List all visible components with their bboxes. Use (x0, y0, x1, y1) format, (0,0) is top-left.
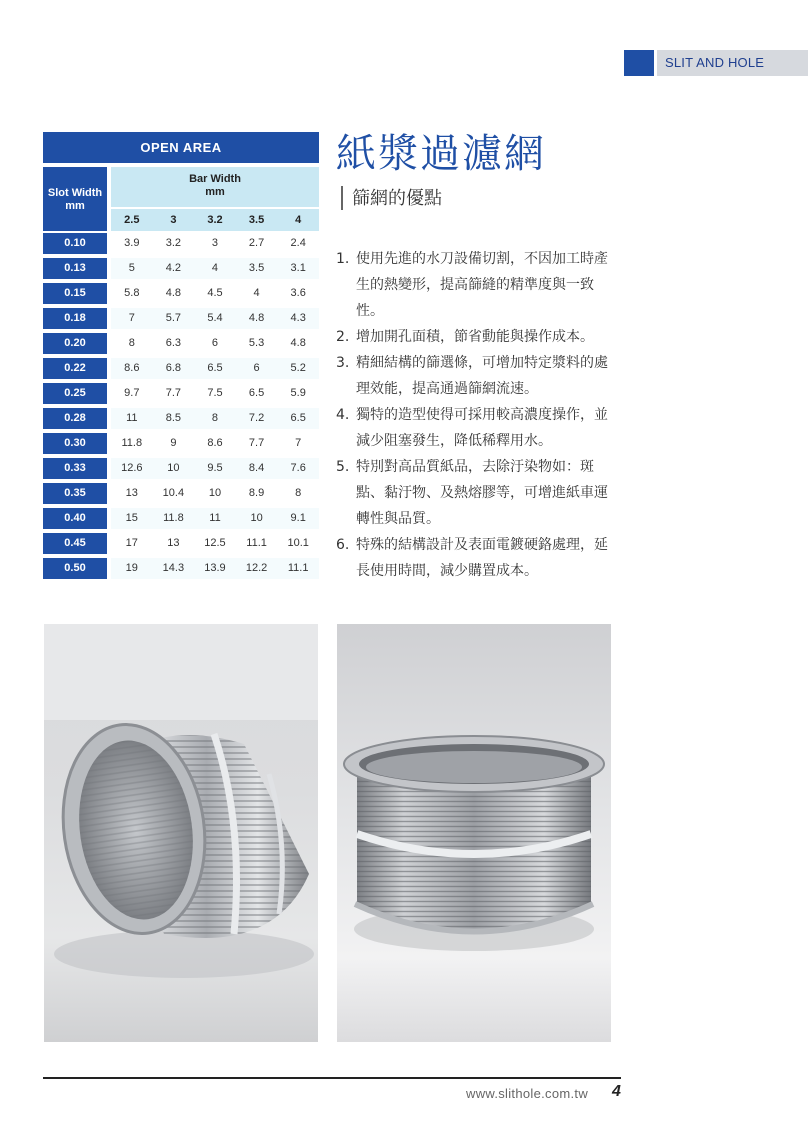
screen-basket-illustration (337, 624, 611, 1042)
list-item-text: 使用先進的水刀設備切割，不因加工時產生的熱變形，提高篩縫的精準度與一致性。 (356, 251, 608, 319)
open-area-cell: 6.3 (165, 337, 182, 349)
open-area-values (111, 233, 319, 254)
open-area-cell: 6.5 (207, 362, 223, 374)
open-area-cell: 5.3 (248, 337, 265, 349)
table-row (43, 331, 319, 356)
open-area-cell: 9.7 (124, 387, 140, 399)
slot-width-cell: 0.40 (43, 508, 107, 529)
open-area-cell: 6.8 (165, 362, 182, 374)
open-area-cell: 8.6 (124, 362, 140, 374)
advantages-list (336, 246, 621, 584)
slot-width-cell: 0.30 (43, 433, 107, 454)
open-area-cell: 10 (167, 462, 180, 474)
slot-width-cell: 0.22 (43, 358, 107, 379)
open-area-cell: 4.5 (207, 287, 223, 299)
subtitle-divider (341, 186, 343, 210)
header-accent-block (624, 50, 654, 76)
open-area-cell: 11.1 (287, 562, 309, 574)
page-title: 紙漿過濾網 (336, 131, 546, 177)
list-item-number: 3. (336, 355, 350, 371)
open-area-cell: 4.8 (290, 337, 306, 349)
bar-width-label: Bar Width mm (189, 173, 241, 198)
open-area-cell: 9.5 (207, 462, 223, 474)
table-row (43, 306, 319, 331)
slot-width-header (43, 167, 107, 231)
slot-width-cell: 0.18 (43, 308, 107, 329)
open-area-cell: 12.5 (204, 537, 226, 549)
table-row (43, 506, 319, 531)
open-area-cell: 5 (128, 262, 135, 274)
table-row (43, 456, 319, 481)
list-item-text: 增加開孔面積，節省動能與操作成本。 (356, 329, 594, 345)
open-area-cell: 4.3 (290, 312, 306, 324)
list-item-number: 5. (336, 459, 350, 475)
page-number: 4 (612, 1083, 621, 1100)
open-area-cell: 4.8 (248, 312, 265, 324)
list-item (336, 532, 621, 584)
screen-basket-illustration (44, 624, 318, 1042)
table-row (43, 556, 319, 581)
table-header (43, 167, 319, 231)
open-area-cell: 8 (295, 487, 302, 499)
open-area-values (111, 258, 319, 279)
open-area-cell: 8 (128, 337, 135, 349)
open-area-cell: 19 (125, 562, 138, 574)
open-area-values (111, 483, 319, 504)
bar-width-value: 4 (295, 214, 302, 226)
open-area-cell: 14.3 (162, 562, 185, 574)
open-area-cell: 11.1 (246, 537, 267, 549)
open-area-values (111, 333, 319, 354)
open-area-cell: 17 (125, 537, 138, 549)
footer-url: www.slithole.com.tw (466, 1086, 589, 1101)
open-area-cell: 7.6 (290, 462, 306, 474)
list-item (336, 246, 621, 324)
open-area-values (111, 558, 319, 579)
slot-width-cell: 0.50 (43, 558, 107, 579)
footer-rule (43, 1077, 621, 1079)
open-area-values (111, 408, 319, 429)
open-area-cell: 10.1 (287, 537, 309, 549)
open-area-cell: 9.1 (290, 512, 306, 524)
open-area-values (111, 358, 319, 379)
list-item-number: 1. (336, 251, 350, 267)
open-area-values (111, 458, 319, 479)
slot-width-cell: 0.10 (43, 233, 107, 254)
open-area-values (111, 383, 319, 404)
open-area-cell: 7.5 (207, 387, 223, 399)
open-area-cell: 10.4 (162, 487, 185, 499)
list-item-number: 4. (336, 407, 350, 423)
open-area-cell: 11 (126, 412, 138, 424)
open-area-cell: 5.8 (124, 287, 140, 299)
open-area-cell: 4.8 (165, 287, 182, 299)
open-area-cell: 2.4 (290, 237, 306, 249)
open-area-cell: 8.6 (207, 437, 223, 449)
open-area-cell: 5.4 (207, 312, 223, 324)
open-area-cell: 3 (211, 237, 219, 249)
open-area-values (111, 433, 319, 454)
open-area-cell: 6.5 (248, 387, 265, 399)
slot-width-cell: 0.45 (43, 533, 107, 554)
slot-width-cell: 0.25 (43, 383, 107, 404)
list-item-text: 獨特的造型使得可採用較高濃度操作，並減少阻塞發生，降低稀釋用水。 (356, 407, 608, 449)
bar-width-header (111, 167, 319, 207)
list-item (336, 350, 621, 402)
open-area-cell: 7.7 (165, 387, 182, 399)
table-row (43, 231, 319, 256)
open-area-cell: 4 (253, 287, 260, 299)
page-subtitle: 篩網的優點 (352, 188, 442, 209)
table-row (43, 481, 319, 506)
open-area-cell: 13 (125, 487, 138, 499)
open-area-cell: 7 (295, 437, 302, 449)
open-area-cell: 3.1 (290, 262, 306, 274)
open-area-table (43, 132, 319, 581)
open-area-cell: 12.2 (245, 562, 268, 574)
bar-width-values (111, 209, 319, 231)
open-area-cell: 8.4 (248, 462, 265, 474)
open-area-cell: 13.9 (204, 562, 226, 574)
table-row (43, 531, 319, 556)
table-row (43, 356, 319, 381)
open-area-values (111, 508, 319, 529)
list-item-number: 6. (336, 537, 350, 553)
list-item-text: 特別對高品質紙品，去除汙染物如：斑點、黏汙物、及熱熔膠等，可增進紙車運轉性與品質。 (356, 459, 608, 527)
list-item-text: 精細結構的篩選條，可增加特定漿料的處理效能，提高通過篩網流速。 (356, 355, 608, 397)
open-area-cell: 8.5 (165, 412, 182, 424)
slot-width-cell: 0.33 (43, 458, 107, 479)
open-area-cell: 11 (209, 512, 221, 524)
section-tag: SLIT AND HOLE (657, 50, 808, 76)
open-area-cell: 3.9 (124, 237, 140, 249)
table-title: OPEN AREA (43, 132, 319, 163)
open-area-cell: 8 (211, 412, 219, 424)
bar-width-value: 3.2 (207, 214, 223, 226)
open-area-cell: 11.8 (163, 512, 184, 524)
open-area-cell: 10 (208, 487, 222, 499)
bar-width-value: 3 (170, 214, 177, 226)
open-area-values (111, 308, 319, 329)
open-area-cell: 5.7 (165, 312, 182, 324)
slot-width-cell: 0.15 (43, 283, 107, 304)
table-row (43, 381, 319, 406)
open-area-cell: 12.6 (121, 462, 143, 474)
open-area-cell: 5.9 (290, 387, 306, 399)
open-area-cell: 6.5 (290, 412, 306, 424)
slot-width-cell: 0.35 (43, 483, 107, 504)
open-area-cell: 11.8 (121, 437, 143, 449)
table-body (43, 231, 319, 581)
bar-width-value: 2.5 (124, 214, 140, 226)
table-row (43, 281, 319, 306)
open-area-cell: 3.6 (290, 287, 306, 299)
open-area-cell: 6 (253, 362, 260, 374)
slot-width-label: Slot Width mm (47, 187, 103, 212)
table-row (43, 431, 319, 456)
list-item-number: 2. (336, 329, 350, 345)
open-area-cell: 4.2 (165, 262, 182, 274)
open-area-cell: 2.7 (248, 237, 265, 249)
list-item (336, 324, 621, 350)
open-area-cell: 3.2 (165, 237, 182, 249)
open-area-cell: 7.7 (248, 437, 265, 449)
list-item (336, 402, 621, 454)
screen-basket-photo-left (44, 624, 318, 1042)
table-row (43, 256, 319, 281)
open-area-cell: 7.2 (248, 412, 265, 424)
open-area-values (111, 533, 319, 554)
open-area-cell: 6 (211, 337, 219, 349)
slot-width-cell: 0.28 (43, 408, 107, 429)
list-item (336, 454, 621, 532)
open-area-cell: 3.5 (248, 262, 265, 274)
open-area-cell: 7 (128, 312, 135, 324)
open-area-cell: 5.2 (290, 362, 306, 374)
open-area-cell: 10 (250, 512, 263, 524)
slot-width-cell: 0.13 (43, 258, 107, 279)
list-item-text: 特殊的結構設計及表面電鍍硬鉻處理，延長使用時間，減少購置成本。 (356, 537, 608, 579)
open-area-cell: 4 (211, 262, 219, 274)
bar-width-value: 3.5 (248, 214, 265, 226)
open-area-cell: 15 (125, 512, 138, 524)
slot-width-cell: 0.20 (43, 333, 107, 354)
screen-basket-photo-right (337, 624, 611, 1042)
open-area-cell: 13 (167, 537, 180, 549)
open-area-values (111, 283, 319, 304)
open-area-cell: 9 (170, 437, 177, 449)
open-area-cell: 8.9 (248, 487, 265, 499)
table-row (43, 406, 319, 431)
